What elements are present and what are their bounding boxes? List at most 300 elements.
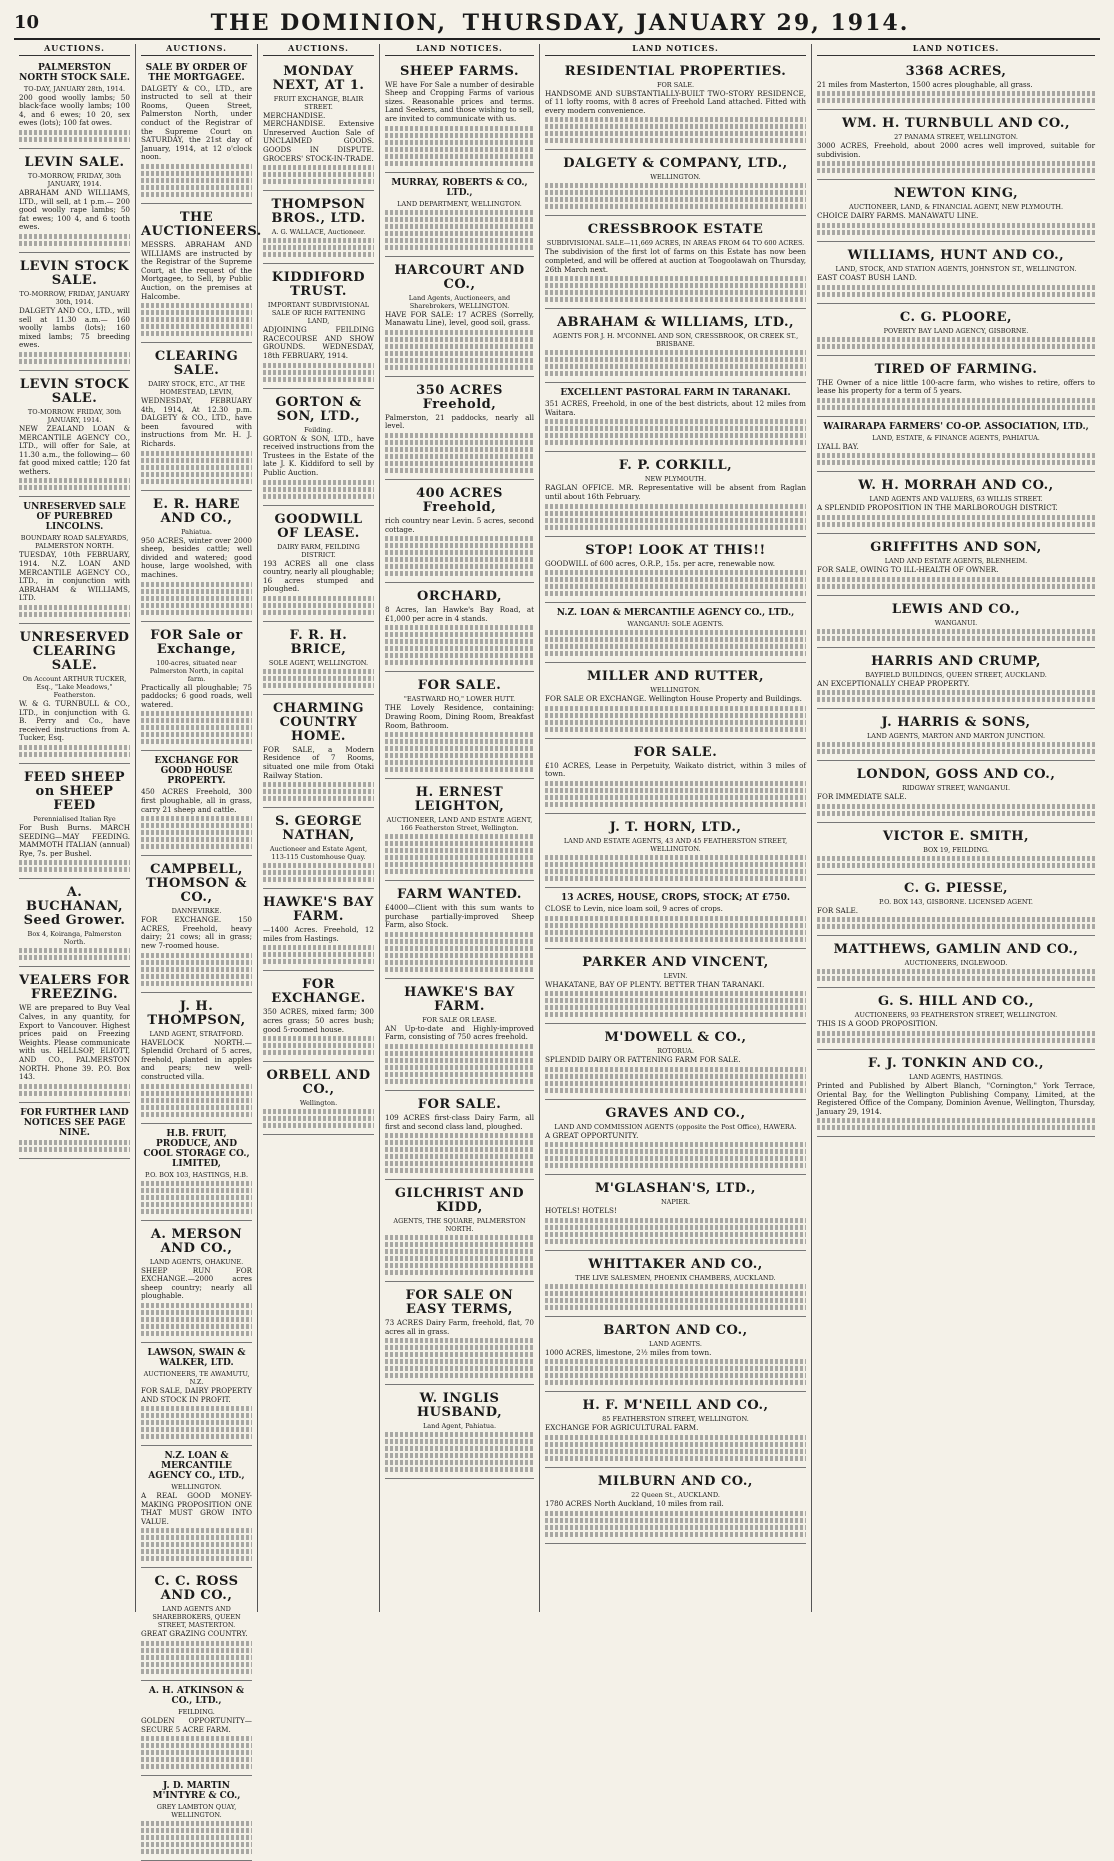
ad-title: FOR Sale or Exchange, bbox=[150, 627, 243, 657]
ad-title: A. BUCHANAN, Seed Grower. bbox=[23, 885, 126, 929]
ad-body: £10 ACRES, Lease in Perpetuity, Waikato district, within 3 miles of town. bbox=[545, 760, 806, 779]
ad-title: 350 ACRES Freehold, bbox=[416, 382, 503, 412]
small-print bbox=[545, 1067, 806, 1093]
small-print bbox=[385, 932, 534, 972]
ad-title: PARKER AND VINCENT, bbox=[582, 954, 769, 970]
column-header: AUCTIONS. bbox=[141, 44, 252, 56]
ad-title: DALGETY & COMPANY, LTD., bbox=[563, 156, 788, 172]
ad-body: FOR SALE OR EXCHANGE. Wellington House Property and Buildings. bbox=[545, 694, 802, 704]
ad-subtitle: WELLINGTON. bbox=[650, 173, 701, 182]
advertisement bbox=[385, 175, 534, 257]
ad-title: GILCHRIST AND KIDD, bbox=[394, 1186, 525, 1216]
ad-title: LONDON, GOSS AND CO., bbox=[856, 767, 1056, 783]
small-print bbox=[141, 953, 252, 986]
small-print bbox=[263, 480, 374, 499]
ad-body: For Bush Burns. MARCH SEEDING—MAY FEEDING. MAMMOTH ITALIAN (annual) Rye, 7s. per Bushel. bbox=[19, 823, 130, 858]
ad-title: WAIRARAPA FARMERS' CO-OP. ASSOCIATION, LTD., bbox=[823, 421, 1089, 432]
ad-title: N.Z. LOAN & MERCANTILE AGENCY CO., LTD., bbox=[556, 608, 795, 619]
small-print bbox=[19, 948, 130, 960]
small-print bbox=[141, 816, 252, 849]
ad-subtitle: SOLE AGENT, WELLINGTON. bbox=[268, 658, 369, 667]
small-print bbox=[545, 350, 806, 376]
ad-body: rich country near Levin. 5 acres, second cottage. bbox=[385, 515, 534, 534]
ad-subtitle: WANGANUI: SOLE AGENTS. bbox=[627, 620, 724, 629]
ad-subtitle: LAND AGENTS AND SHAREBROKERS, QUEEN STREET, MASTERTON. bbox=[152, 1605, 241, 1630]
ad-body: FOR SALE, DAIRY PROPERTY AND STOCK IN PROFIT. bbox=[141, 1385, 252, 1404]
ad-title: FEED SHEEP on SHEEP FEED bbox=[23, 770, 126, 813]
small-print bbox=[141, 451, 252, 484]
ad-title: A. MERSON AND CO., bbox=[150, 1226, 243, 1256]
ad-body: Printed and Published by Albert Blanch, "Cornington," York Terrace, Oriental Bay, for the Wellington Publishing Company, Limited, at the Registered Office of the Company, Dominion Avenue, Wellington, Thursday, January 29, 1914. bbox=[817, 1080, 1095, 1116]
small-print bbox=[545, 855, 806, 881]
ad-title: CAMPBELL, THOMSON & CO., bbox=[145, 862, 248, 906]
advertisement bbox=[141, 1345, 252, 1446]
newspaper-name: THE DOMINION, bbox=[210, 10, 447, 36]
ad-title: F. R. H. BRICE, bbox=[289, 627, 348, 657]
ad-subtitle: TO-DAY, JANUARY 28th, 1914. bbox=[23, 84, 126, 93]
ad-title: STOP! LOOK AT THIS!! bbox=[585, 542, 766, 558]
advertisement bbox=[385, 781, 534, 881]
ad-body: WE are prepared to Buy Veal Calves, in any quantity, for Export to Vancouver. Highest prices paid on Freezing Weights. Please communicate with us. HELLSOP, ELIOTT, AND CO., PALMERSTON NORTH. Phone 39. P.O. Box 143. bbox=[19, 1003, 130, 1082]
ad-title: ORCHARD, bbox=[417, 589, 502, 605]
ad-body: FOR IMMEDIATE SALE. bbox=[817, 792, 907, 802]
advertisement bbox=[545, 816, 806, 888]
small-print bbox=[545, 1218, 806, 1244]
advertisement bbox=[385, 259, 534, 377]
ad-body: CHOICE DAIRY FARMS. MANAWATU LINE. bbox=[817, 211, 979, 221]
ad-body: SHEEP RUN FOR EXCHANGE.—2000 acres sheep country; nearly all ploughable. bbox=[141, 1265, 252, 1301]
ad-title: W. H. MORRAH AND CO., bbox=[858, 478, 1054, 494]
ad-title: FOR SALE ON EASY TERMS, bbox=[405, 1288, 514, 1318]
ad-subtitle: AUCTIONEER, LAND AND ESTATE AGENT, 166 Featherston Street, Wellington. bbox=[386, 816, 533, 833]
ad-body: GREAT GRAZING COUNTRY. bbox=[141, 1629, 248, 1639]
advertisement bbox=[545, 539, 806, 604]
ad-body: W. & G. TURNBULL & CO., LTD., in conjunction with G. B. Perry and Co., have received instructions from A. Tucker, Esq. bbox=[19, 699, 130, 743]
small-print bbox=[141, 1303, 252, 1336]
classified-columns bbox=[14, 43, 1100, 1820]
ad-title: SALE BY ORDER OF THE MORTGAGEE. bbox=[145, 62, 248, 83]
ad-subtitle: 100-acres, situated near Palmerston North, in capital farm. bbox=[149, 658, 244, 683]
ad-subtitle: 27 PANAMA STREET, WELLINGTON. bbox=[894, 133, 1018, 142]
small-print bbox=[141, 1406, 252, 1439]
small-print bbox=[141, 1641, 252, 1674]
ad-subtitle: LAND AND COMMISSION AGENTS (opposite the Post Office), HAWERA. bbox=[554, 1122, 797, 1131]
ad-subtitle: POVERTY BAY LAND AGENCY, GISBORNE. bbox=[883, 326, 1029, 335]
advertisement bbox=[141, 1448, 252, 1568]
advertisement bbox=[545, 1177, 806, 1251]
issue-date: THURSDAY, JANUARY 29, 1914. bbox=[462, 10, 910, 36]
advertisement bbox=[545, 1253, 806, 1317]
ad-title: WM. H. TURNBULL AND CO., bbox=[842, 116, 1070, 132]
ad-subtitle: IMPORTANT SUBDIVISIONAL SALE OF RICH FATTENING LAND, bbox=[267, 301, 370, 326]
advertisement bbox=[545, 454, 806, 536]
advertisement bbox=[263, 810, 374, 889]
small-print bbox=[263, 782, 374, 801]
ad-body: ADJOINING FEILDING RACECOURSE AND SHOW GROUNDS. WEDNESDAY, 18th FEBRUARY, 1914. bbox=[263, 325, 374, 360]
advertisement bbox=[817, 1052, 1095, 1137]
ad-title: J. H. THOMPSON, bbox=[147, 998, 246, 1028]
advertisement bbox=[19, 969, 130, 1102]
advertisement bbox=[141, 1570, 252, 1681]
small-print bbox=[817, 398, 1095, 410]
small-print bbox=[817, 1031, 1095, 1043]
small-print bbox=[263, 165, 374, 184]
small-print bbox=[385, 433, 534, 473]
small-print bbox=[817, 161, 1095, 173]
ad-subtitle: Box 4, Koiranga, Palmerston North. bbox=[27, 930, 122, 947]
advertisement bbox=[19, 60, 130, 149]
small-print bbox=[19, 234, 130, 246]
ad-body: 350 ACRES, mixed farm; 300 acres grass; 50 acres bush; good 5-roomed house. bbox=[263, 1007, 374, 1034]
ad-body: MESSRS. ABRAHAM AND WILLIAMS are instructed by the Registrar of the Supreme Court, at the request of the Mortgagee, to Sell, by Public Auction, on the premises at Halcombe. bbox=[141, 239, 252, 301]
ad-body: The subdivision of the first lot of farms on this Estate has now been completed, and will be offered at auction at Toogoolawah on Thursday, 26th March next. bbox=[545, 247, 806, 274]
ad-subtitle: WANGANUI. bbox=[934, 618, 978, 627]
small-print bbox=[817, 453, 1095, 465]
advertisement bbox=[19, 373, 130, 498]
advertisement bbox=[817, 711, 1095, 761]
ad-title: HARCOURT AND CO., bbox=[394, 262, 525, 292]
advertisement bbox=[545, 1470, 806, 1544]
ad-title: FOR EXCHANGE. bbox=[271, 977, 366, 1007]
advertisement bbox=[141, 1683, 252, 1776]
ad-title: GOODWILL OF LEASE. bbox=[274, 511, 363, 541]
advertisement bbox=[385, 883, 534, 979]
small-print bbox=[385, 834, 534, 874]
ad-body: THE Lovely Residence, containing: Drawing Room, Dining Room, Breakfast Room, Bathroom. bbox=[385, 703, 534, 730]
ad-title: F. J. TONKIN AND CO., bbox=[867, 1055, 1045, 1071]
ad-title: MATTHEWS, GAMLIN AND CO., bbox=[833, 942, 1079, 958]
ad-body: 450 ACRES Freehold, 300 first ploughable, all in grass, carry 21 sheep and cattle. bbox=[141, 787, 252, 814]
small-print bbox=[385, 1338, 534, 1378]
ad-title: WHITTAKER AND CO., bbox=[588, 1256, 763, 1272]
small-print bbox=[545, 183, 806, 209]
column-3 bbox=[258, 44, 380, 1612]
advertisement bbox=[263, 891, 374, 971]
column-6 bbox=[812, 44, 1100, 1612]
ad-body: EXCHANGE FOR AGRICULTURAL FARM. bbox=[545, 1423, 699, 1433]
column-4 bbox=[380, 44, 540, 1612]
small-print bbox=[141, 303, 252, 336]
ad-body: 1000 ACRES, limestone, 2½ miles from town. bbox=[545, 1347, 712, 1357]
advertisement bbox=[817, 182, 1095, 242]
small-print bbox=[817, 223, 1095, 235]
ad-title: M'DOWELL & CO., bbox=[604, 1030, 747, 1046]
ad-subtitle: Land Agent, Pahiatua. bbox=[422, 1422, 497, 1431]
small-print bbox=[263, 863, 374, 882]
small-print bbox=[263, 1036, 374, 1055]
advertisement bbox=[545, 385, 806, 452]
advertisement bbox=[19, 499, 130, 624]
ad-body: 200 good woolly lambs; 50 black-face woolly lambs; 100 4, and 6 ewes; 10 20, sex ewes (lots); 100 fat owes. bbox=[19, 92, 130, 128]
ad-subtitle: WELLINGTON. bbox=[171, 1483, 222, 1492]
small-print bbox=[385, 1133, 534, 1173]
ad-subtitle: DAIRY FARM, FEILDING DISTRICT. bbox=[277, 542, 360, 559]
ad-body: ABRAHAM AND WILLIAMS, LTD., will sell, at 1 p.m.— 200 good woolly rape lambs; 50 fat ewes; 100 4, and 6 tooth ewes. bbox=[19, 187, 130, 232]
ad-title: FOR SALE. bbox=[417, 678, 502, 694]
advertisement bbox=[817, 60, 1095, 111]
small-print bbox=[545, 630, 806, 656]
ad-title: MURRAY, ROBERTS & CO., LTD., bbox=[391, 177, 528, 198]
advertisement bbox=[141, 345, 252, 491]
ad-body: GOODWILL of 600 acres, O.R.P., 15s. per acre, renewable now. bbox=[545, 558, 776, 568]
advertisement bbox=[141, 1223, 252, 1343]
ad-body: AN Up-to-date and Highly-improved Farm, consisting of 750 acres freehold. bbox=[385, 1023, 534, 1042]
ad-title: THE AUCTIONEERS. bbox=[141, 209, 262, 239]
small-print bbox=[817, 577, 1095, 589]
ad-body: FOR SALE, OWING TO ILL-HEALTH OF OWNER. bbox=[817, 564, 999, 574]
ad-title: 400 ACRES Freehold, bbox=[416, 485, 503, 515]
ad-subtitle: THE LIVE SALESMEN, PHOENIX CHAMBERS, AUCKLAND. bbox=[575, 1273, 776, 1282]
advertisement bbox=[545, 605, 806, 663]
ad-title: TIRED OF FARMING. bbox=[874, 361, 1038, 377]
ad-subtitle: FEILDING. bbox=[178, 1708, 215, 1717]
ad-subtitle: AUCTIONEERS, INGLEWOOD. bbox=[904, 959, 1008, 968]
small-print bbox=[141, 711, 252, 744]
ad-subtitle: Feilding. bbox=[304, 425, 333, 434]
ad-title: MILLER AND RUTTER, bbox=[586, 669, 765, 685]
small-print bbox=[141, 1084, 252, 1117]
ad-body: 109 ACRES first-class Dairy Farm, all first and second class land, ploughed. bbox=[385, 1113, 534, 1131]
ad-title: C. C. ROSS AND CO., bbox=[154, 1574, 239, 1604]
advertisement bbox=[263, 624, 374, 695]
ad-body: CLOSE to Levin, nice loam soil, 9 acres of crops. bbox=[545, 903, 723, 913]
small-print bbox=[263, 945, 374, 964]
small-print bbox=[817, 515, 1095, 527]
advertisement bbox=[817, 825, 1095, 875]
small-print bbox=[263, 238, 374, 257]
small-print bbox=[19, 605, 130, 617]
ad-body: RAGLAN OFFICE. MR. Representative will be absent from Raglan until about 16th February. bbox=[545, 483, 806, 501]
ad-body: TUESDAY, 10th FEBRUARY, 1914. N.Z. LOAN AND MERCANTILE AGENCY CO., LTD., in conjunction with ABRAHAM & WILLIAMS, LTD. bbox=[19, 550, 130, 603]
ad-title: LEVIN STOCK SALE. bbox=[19, 376, 130, 406]
ad-subtitle: Land Agents, Auctioneers, and Sharebrokers, WELLINGTON. bbox=[408, 293, 511, 310]
ad-subtitle: GREY LAMBTON QUAY, WELLINGTON. bbox=[156, 1803, 237, 1820]
ad-title: 13 ACRES, HOUSE, CROPS, STOCK; AT £750. bbox=[560, 892, 791, 903]
column-2 bbox=[136, 43, 262, 1820]
ad-body: A GREAT OPPORTUNITY. bbox=[545, 1130, 639, 1140]
small-print bbox=[19, 352, 130, 364]
advertisement bbox=[385, 482, 534, 583]
ad-subtitle: LAND AGENTS. bbox=[649, 1339, 702, 1348]
advertisement bbox=[19, 766, 130, 879]
newspaper-title bbox=[14, 10, 1100, 36]
advertisement bbox=[385, 60, 534, 173]
advertisement bbox=[545, 311, 806, 383]
ad-subtitle: LAND AGENTS, MARTON AND MARTON JUNCTION. bbox=[866, 732, 1046, 741]
ad-subtitle: P.O. BOX 103, HASTINGS, H.B. bbox=[144, 1170, 249, 1179]
small-print bbox=[545, 276, 806, 302]
ad-title: FARM WANTED. bbox=[397, 887, 522, 903]
ad-body: WHAKATANE, BAY OF PLENTY. BETTER THAN TARANAKI. bbox=[545, 979, 765, 989]
advertisement bbox=[385, 1182, 534, 1282]
small-print bbox=[545, 916, 806, 942]
advertisement bbox=[545, 1319, 806, 1393]
ad-title: H.B. FRUIT, PRODUCE, AND COOL STORAGE CO., LIMITED, bbox=[143, 1128, 250, 1169]
advertisement bbox=[263, 508, 374, 622]
small-print bbox=[263, 669, 374, 688]
ad-title: F. P. CORKILL, bbox=[618, 458, 733, 474]
small-print bbox=[817, 285, 1095, 297]
advertisement bbox=[19, 1105, 130, 1159]
small-print bbox=[545, 706, 806, 732]
ad-subtitle: 22 Queen St., AUCKLAND. bbox=[631, 1491, 720, 1500]
ad-subtitle: AUCTIONEER, LAND, & FINANCIAL AGENT, NEW PLYMOUTH. bbox=[848, 203, 1064, 212]
ad-body: HAVELOCK NORTH.—Splendid Orchard of 5 acres, freehold, planted in apples and pears; new well-constructed villa. bbox=[141, 1037, 252, 1081]
ad-body: DALGETY & CO., LTD., are instructed to sell at their Rooms, Queen Street, Palmerston North, under conduct of the Registrar of the Supreme Court on SATURDAY, the 21st day of January, 1914, at 12 o'clock noon. bbox=[141, 83, 252, 162]
advertisement bbox=[817, 306, 1095, 356]
small-print bbox=[817, 91, 1095, 103]
ad-subtitle: LAND AND ESTATE AGENTS, 43 AND 45 FEATHERSTON STREET, WELLINGTON. bbox=[563, 836, 788, 853]
ad-body: FOR SALE. bbox=[817, 905, 858, 915]
column-header: AUCTIONS. bbox=[19, 44, 130, 56]
ad-title: MILBURN AND CO., bbox=[598, 1474, 753, 1490]
small-print bbox=[545, 781, 806, 807]
advertisement bbox=[19, 151, 130, 253]
ad-title: HAWKE'S BAY FARM. bbox=[263, 895, 374, 925]
advertisement bbox=[385, 1387, 534, 1479]
advertisement bbox=[141, 753, 252, 856]
page-number: 10 bbox=[14, 12, 40, 33]
ad-subtitle: BOUNDARY ROAD SALEYARDS, PALMERSTON NORTH. bbox=[20, 534, 129, 551]
small-print bbox=[385, 1044, 534, 1084]
ad-body: SPLENDID DAIRY OR FATTENING FARM FOR SALE. bbox=[545, 1055, 741, 1065]
ad-subtitle: Pahiatua. bbox=[181, 527, 212, 536]
advertisement bbox=[545, 741, 806, 814]
ad-body: A SPLENDID PROPOSITION IN THE MARLBOROUGH DISTRICT. bbox=[817, 503, 1058, 513]
small-print bbox=[263, 363, 374, 382]
ad-subtitle: LAND AGENT, STRATFORD. bbox=[149, 1029, 244, 1038]
small-print bbox=[385, 1235, 534, 1275]
ad-title: LEVIN STOCK SALE. bbox=[19, 258, 130, 288]
ad-title: LEVIN SALE. bbox=[24, 154, 125, 170]
ad-body: 1780 ACRES North Auckland, 10 miles from rail. bbox=[545, 1499, 724, 1509]
ad-title: E. R. HARE AND CO., bbox=[153, 496, 240, 526]
small-print bbox=[141, 1528, 252, 1561]
advertisement bbox=[263, 266, 374, 388]
advertisement bbox=[545, 60, 806, 151]
ad-title: LEWIS AND CO., bbox=[891, 601, 1021, 617]
ad-body: Practically all ploughable; 75 paddocks; 6 good roads, well watered. bbox=[141, 682, 252, 709]
ad-subtitle: LEVIN. bbox=[663, 971, 688, 980]
small-print bbox=[545, 1359, 806, 1385]
advertisement bbox=[817, 650, 1095, 710]
ad-title: BARTON AND CO., bbox=[603, 1322, 748, 1338]
advertisement bbox=[385, 674, 534, 779]
small-print bbox=[385, 1432, 534, 1472]
advertisement bbox=[385, 1093, 534, 1180]
ad-subtitle: LAND, ESTATE, & FINANCE AGENTS, PAHIATUA. bbox=[872, 433, 1040, 442]
small-print bbox=[817, 804, 1095, 816]
ad-subtitle: AGENTS FOR J. H. M'CONNEL AND SON, CRESSBROOK, OR CREEK ST., BRISBANE. bbox=[552, 332, 799, 349]
small-print bbox=[19, 478, 130, 490]
ad-subtitle: FOR SALE OR LEASE. bbox=[422, 1015, 497, 1024]
ad-body: WE have For Sale a number of desirable Sheep and Cropping Farms of various sizes. Reasonable prices and terms. Land Seekers, and those wishing to sell, are invited to communicate with us. bbox=[385, 79, 534, 123]
ad-title: S. GEORGE NATHAN, bbox=[275, 814, 362, 844]
small-print bbox=[545, 504, 806, 530]
ad-body: MERCHANDISE. MERCHANDISE. Extensive Unreserved Auction Sale of UNCLAIMED GOODS. GOODS IN DISPUTE. GROCERS' STOCK-IN-TRADE. bbox=[263, 110, 374, 163]
ad-body: HOTELS! HOTELS! bbox=[545, 1206, 617, 1216]
advertisement bbox=[385, 585, 534, 672]
advertisement bbox=[817, 598, 1095, 648]
ad-body: 8 Acres, Ian Hawke's Bay Road, at £1,000 per acre in 4 stands. bbox=[385, 605, 534, 623]
ad-body: HAVE FOR SALE: 17 ACRES (Sorrelly, Manawatu Line), level, good soil, grass. bbox=[385, 309, 534, 328]
advertisement bbox=[545, 1026, 806, 1100]
advertisement bbox=[385, 379, 534, 480]
ad-title: UNRESERVED SALE OF PUREBRED LINCOLNS. bbox=[23, 502, 126, 533]
advertisement bbox=[19, 255, 130, 371]
small-print bbox=[385, 330, 534, 370]
small-print bbox=[385, 625, 534, 665]
ad-title: W. INGLIS HUSBAND, bbox=[416, 1391, 503, 1421]
small-print bbox=[19, 130, 130, 142]
ad-subtitle: LAND AGENTS, OHAKUNE. bbox=[149, 1257, 244, 1266]
ad-body: A REAL GOOD MONEY-MAKING PROPOSITION ONE THAT MUST GROW INTO VALUE. bbox=[141, 1491, 252, 1526]
ad-title: J. D. MARTIN M'INTYRE & CO., bbox=[152, 1781, 241, 1802]
ad-title: ABRAHAM & WILLIAMS, LTD., bbox=[556, 315, 795, 331]
small-print bbox=[385, 732, 534, 772]
ad-body: Palmerston, 21 paddocks, nearly all level. bbox=[385, 412, 534, 431]
small-print bbox=[141, 164, 252, 197]
advertisement bbox=[141, 995, 252, 1124]
ad-title: THOMPSON BROS., LTD. bbox=[271, 197, 366, 227]
ad-subtitle: BAYFIELD BUILDINGS, QUEEN STREET, AUCKLAND. bbox=[865, 670, 1047, 679]
advertisement bbox=[545, 1102, 806, 1176]
small-print bbox=[141, 1736, 252, 1769]
ad-body: NEW ZEALAND LOAN & MERCANTILE AGENCY CO., LTD., will offer for Sale, at 11.30 a.m., the following— 60 fat good mixed cattle; 120 fat wethers. bbox=[19, 423, 130, 476]
ad-subtitle: DANNEVIRKE. bbox=[171, 907, 222, 916]
ad-body: GORTON & SON, LTD., have received instructions from the Trustees in the Estate of the late J. K. Kiddiford to sell by Public Auction. bbox=[263, 433, 374, 477]
advertisement bbox=[141, 624, 252, 752]
ad-subtitle: Auctioneer and Estate Agent, 113-115 Customhouse Quay. bbox=[269, 845, 368, 862]
small-print bbox=[817, 917, 1095, 929]
ad-title: FOR SALE. bbox=[633, 744, 718, 760]
ad-title: J. HARRIS & SONS, bbox=[881, 715, 1031, 731]
ad-body: AN EXCEPTIONALLY CHEAP PROPERTY. bbox=[817, 678, 970, 688]
small-print bbox=[141, 1821, 252, 1854]
ad-subtitle: LAND, STOCK, AND STATION AGENTS, JOHNSTON ST., WELLINGTON. bbox=[835, 264, 1077, 273]
ad-title: PALMERSTON NORTH STOCK SALE. bbox=[19, 62, 130, 83]
ad-title: GORTON & SON, LTD., bbox=[275, 394, 362, 424]
small-print bbox=[385, 210, 534, 250]
ad-subtitle: FOR SALE. bbox=[656, 80, 695, 89]
ad-title: VICTOR E. SMITH, bbox=[882, 828, 1030, 844]
ad-subtitle: Perennialised Italian Rye bbox=[33, 815, 116, 823]
small-print bbox=[141, 582, 252, 615]
ad-subtitle: LAND AND ESTATE AGENTS, BLENHEIM. bbox=[884, 556, 1028, 565]
column-1 bbox=[14, 44, 136, 1612]
advertisement bbox=[263, 697, 374, 808]
advertisement bbox=[817, 877, 1095, 937]
ad-subtitle: TO-MORROW. FRIDAY, 30th JANUARY, 1914. bbox=[27, 407, 122, 424]
ad-body: EAST COAST BUSH LAND. bbox=[817, 272, 917, 282]
column-5 bbox=[540, 44, 812, 1612]
ad-title: C. G. PIESSE, bbox=[903, 880, 1009, 896]
ad-title: J. T. HORN, LTD., bbox=[609, 819, 742, 835]
ad-subtitle: WELLINGTON. bbox=[650, 686, 701, 695]
advertisement bbox=[545, 1394, 806, 1468]
small-print bbox=[19, 1084, 130, 1096]
advertisement bbox=[141, 1126, 252, 1221]
ad-subtitle: AGENTS, THE SQUARE, PALMERSTON NORTH. bbox=[393, 1217, 526, 1234]
ad-body: HANDSOME AND SUBSTANTIALLY-BUILT TWO-STORY RESIDENCE, of 11 lofty rooms, with 8 acres of Freehold Land attached. Fitted with every modern convenience. bbox=[545, 88, 806, 115]
ad-title: HARRIS AND CRUMP, bbox=[871, 653, 1041, 669]
ad-title: ORBELL AND CO., bbox=[266, 1068, 371, 1098]
small-print bbox=[817, 742, 1095, 754]
small-print bbox=[817, 969, 1095, 981]
small-print bbox=[385, 126, 534, 166]
ad-body: 3000 ACRES, Freehold, about 2000 acres well improved, suitable for subdivision. bbox=[817, 141, 1095, 159]
ad-subtitle: Wellington. bbox=[299, 1099, 338, 1108]
